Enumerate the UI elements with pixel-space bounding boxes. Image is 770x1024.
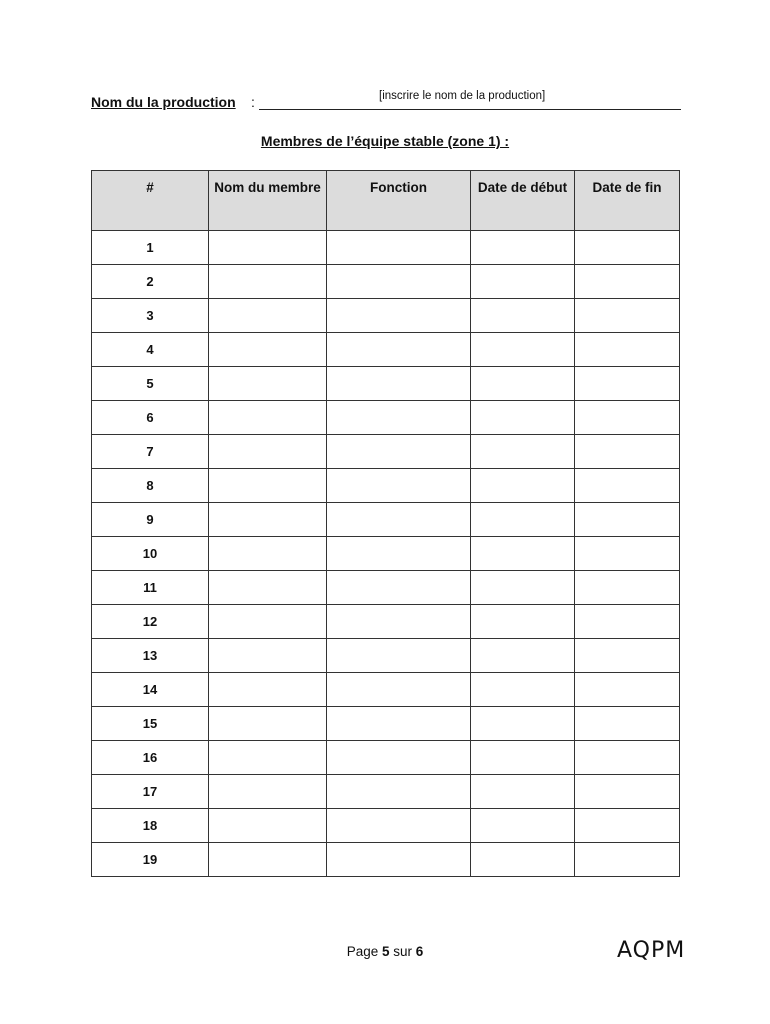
section-title: Membres de l’équipe stable (zone 1) : xyxy=(260,133,510,149)
end-date-cell[interactable] xyxy=(575,367,680,401)
member-name-cell[interactable] xyxy=(209,775,327,809)
function-cell[interactable] xyxy=(327,741,471,775)
function-cell[interactable] xyxy=(327,639,471,673)
start-date-cell[interactable] xyxy=(471,707,575,741)
end-date-cell[interactable] xyxy=(575,333,680,367)
function-cell[interactable] xyxy=(327,367,471,401)
function-cell[interactable] xyxy=(327,537,471,571)
end-date-cell[interactable] xyxy=(575,401,680,435)
start-date-cell[interactable] xyxy=(471,673,575,707)
row-number: 17 xyxy=(92,775,209,809)
member-name-cell[interactable] xyxy=(209,469,327,503)
row-number: 5 xyxy=(92,367,209,401)
member-name-cell[interactable] xyxy=(209,537,327,571)
end-date-cell[interactable] xyxy=(575,571,680,605)
row-number: 10 xyxy=(92,537,209,571)
member-name-cell[interactable] xyxy=(209,503,327,537)
row-number: 1 xyxy=(92,231,209,265)
row-number: 7 xyxy=(92,435,209,469)
member-name-cell[interactable] xyxy=(209,231,327,265)
table-row xyxy=(92,435,680,469)
end-date-cell[interactable] xyxy=(575,707,680,741)
footer-total-pages: 6 xyxy=(415,944,424,959)
function-cell[interactable] xyxy=(327,673,471,707)
end-date-cell[interactable] xyxy=(575,639,680,673)
header-end-date: Date de fin xyxy=(575,171,680,231)
function-cell[interactable] xyxy=(327,333,471,367)
production-name-placeholder: [inscrire le nom de la production] xyxy=(379,90,546,102)
function-cell[interactable] xyxy=(327,469,471,503)
start-date-cell[interactable] xyxy=(471,435,575,469)
end-date-cell[interactable] xyxy=(575,605,680,639)
start-date-cell[interactable] xyxy=(471,469,575,503)
table-row xyxy=(92,605,680,639)
start-date-cell[interactable] xyxy=(471,741,575,775)
members-table xyxy=(91,170,680,877)
table-row xyxy=(92,775,680,809)
row-number: 12 xyxy=(92,605,209,639)
row-number: 18 xyxy=(92,809,209,843)
member-name-cell[interactable] xyxy=(209,333,327,367)
member-name-cell[interactable] xyxy=(209,605,327,639)
footer-page-label: Page xyxy=(346,944,379,959)
row-number: 19 xyxy=(92,843,209,877)
production-name-label: Nom du la production xyxy=(91,94,236,110)
table-row xyxy=(92,571,680,605)
table-row xyxy=(92,809,680,843)
start-date-cell[interactable] xyxy=(471,571,575,605)
table-row xyxy=(92,401,680,435)
function-cell[interactable] xyxy=(327,503,471,537)
table-row xyxy=(92,231,680,265)
table-row xyxy=(92,843,680,877)
function-cell[interactable] xyxy=(327,571,471,605)
start-date-cell[interactable] xyxy=(471,503,575,537)
function-cell[interactable] xyxy=(327,775,471,809)
row-number: 9 xyxy=(92,503,209,537)
start-date-cell[interactable] xyxy=(471,843,575,877)
start-date-cell[interactable] xyxy=(471,537,575,571)
end-date-cell[interactable] xyxy=(575,265,680,299)
end-date-cell[interactable] xyxy=(575,503,680,537)
member-name-cell[interactable] xyxy=(209,299,327,333)
header-member-name: Nom du membre xyxy=(209,171,327,231)
aqpm-logo: AQPM xyxy=(617,938,686,963)
footer-current-page: 5 xyxy=(381,944,390,959)
header-function: Fonction xyxy=(327,171,471,231)
function-cell[interactable] xyxy=(327,843,471,877)
start-date-cell[interactable] xyxy=(471,333,575,367)
production-name-line xyxy=(91,88,681,112)
start-date-cell[interactable] xyxy=(471,605,575,639)
end-date-cell[interactable] xyxy=(575,537,680,571)
end-date-cell[interactable] xyxy=(575,809,680,843)
table-row xyxy=(92,469,680,503)
member-name-cell[interactable] xyxy=(209,401,327,435)
member-name-cell[interactable] xyxy=(209,367,327,401)
end-date-cell[interactable] xyxy=(575,231,680,265)
row-number: 13 xyxy=(92,639,209,673)
function-cell[interactable] xyxy=(327,435,471,469)
row-number: 3 xyxy=(92,299,209,333)
end-date-cell[interactable] xyxy=(575,469,680,503)
end-date-cell[interactable] xyxy=(575,741,680,775)
start-date-cell[interactable] xyxy=(471,265,575,299)
member-name-cell[interactable] xyxy=(209,809,327,843)
member-name-cell[interactable] xyxy=(209,707,327,741)
row-number: 16 xyxy=(92,741,209,775)
function-cell[interactable] xyxy=(327,265,471,299)
header-start-date: Date de début xyxy=(471,171,575,231)
member-name-cell[interactable] xyxy=(209,843,327,877)
row-number: 15 xyxy=(92,707,209,741)
table-row xyxy=(92,673,680,707)
function-cell[interactable] xyxy=(327,231,471,265)
row-number: 6 xyxy=(92,401,209,435)
production-name-colon: : xyxy=(251,94,255,110)
end-date-cell[interactable] xyxy=(575,673,680,707)
footer-sur-label: sur xyxy=(393,944,413,959)
member-name-cell[interactable] xyxy=(209,571,327,605)
member-name-cell[interactable] xyxy=(209,741,327,775)
row-number: 14 xyxy=(92,673,209,707)
start-date-cell[interactable] xyxy=(471,231,575,265)
function-cell[interactable] xyxy=(327,401,471,435)
table-row xyxy=(92,707,680,741)
table-row xyxy=(92,367,680,401)
row-number: 8 xyxy=(92,469,209,503)
start-date-cell[interactable] xyxy=(471,775,575,809)
table-row xyxy=(92,537,680,571)
end-date-cell[interactable] xyxy=(575,843,680,877)
table-row xyxy=(92,639,680,673)
member-name-cell[interactable] xyxy=(209,639,327,673)
member-name-cell[interactable] xyxy=(209,265,327,299)
start-date-cell[interactable] xyxy=(471,401,575,435)
header-number: # xyxy=(92,171,209,231)
end-date-cell[interactable] xyxy=(575,435,680,469)
table-row xyxy=(92,265,680,299)
table-row xyxy=(92,741,680,775)
row-number: 2 xyxy=(92,265,209,299)
row-number: 4 xyxy=(92,333,209,367)
function-cell[interactable] xyxy=(327,809,471,843)
function-cell[interactable] xyxy=(327,299,471,333)
production-name-field[interactable] xyxy=(259,109,681,110)
function-cell[interactable] xyxy=(327,707,471,741)
table-row xyxy=(92,299,680,333)
member-name-cell[interactable] xyxy=(209,435,327,469)
member-name-cell[interactable] xyxy=(209,673,327,707)
table-header-row xyxy=(92,171,680,231)
start-date-cell[interactable] xyxy=(471,299,575,333)
table-row xyxy=(92,333,680,367)
end-date-cell[interactable] xyxy=(575,775,680,809)
end-date-cell[interactable] xyxy=(575,299,680,333)
function-cell[interactable] xyxy=(327,605,471,639)
table-row xyxy=(92,503,680,537)
start-date-cell[interactable] xyxy=(471,639,575,673)
start-date-cell[interactable] xyxy=(471,809,575,843)
row-number: 11 xyxy=(92,571,209,605)
start-date-cell[interactable] xyxy=(471,367,575,401)
